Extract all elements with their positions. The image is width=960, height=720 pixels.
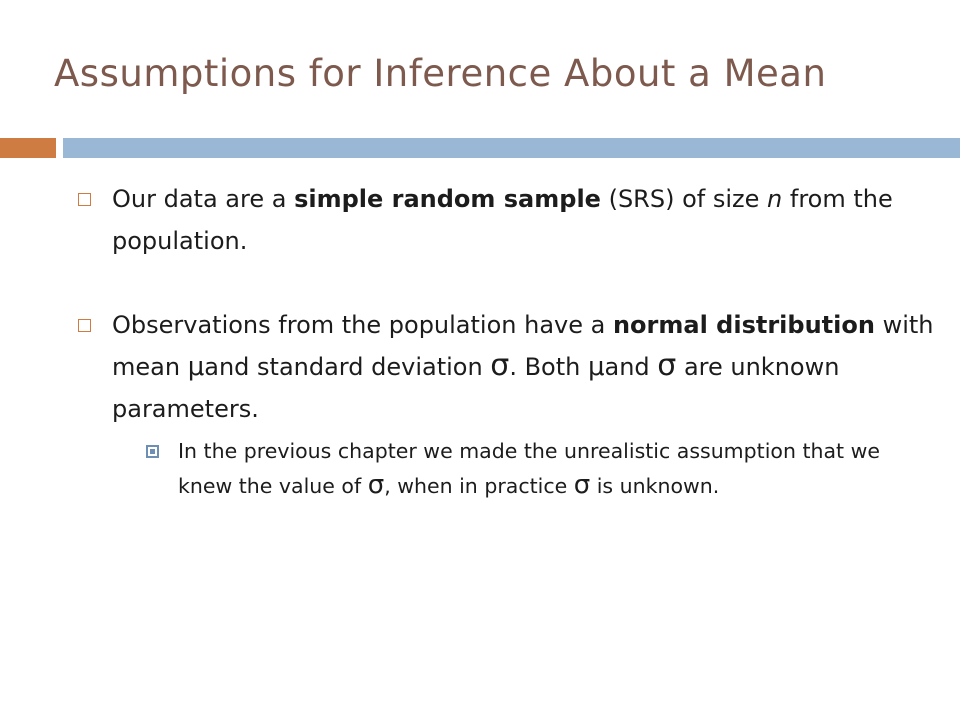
sigma-symbol: σ [573,470,591,500]
sigma-symbol: σ [490,348,510,383]
sub-bullet-text: is unknown. [590,474,720,498]
sigma-symbol: σ [367,470,385,500]
bullet-text: Observations from the population have a [112,311,613,339]
bullet-text: with mean [112,311,934,381]
sub-bullet-text: , when in practice [384,474,574,498]
bullet-srs [78,178,938,262]
italic-variable: n [767,185,783,213]
bullet-text: are unknown parameters. [112,353,840,423]
filled-square-bullet-icon [146,445,159,458]
bullet-text: and standard deviation [204,353,491,381]
sub-bullet-previous-chapter [146,434,938,504]
bullet-normal-distribution [78,304,938,504]
bullet-text: . Both [509,353,588,381]
mu-symbol: μ [187,352,205,382]
sigma-symbol: σ [657,348,677,383]
slide-title: Assumptions for Inference About a Mean [54,52,827,95]
bullet-text: Our data are a [112,185,295,213]
bullet-text: from the population. [112,185,893,255]
bullet-text: and [604,353,658,381]
bold-term: simple random sample [294,185,601,213]
mu-symbol: μ [587,352,605,382]
bold-term: normal distribution [612,311,875,339]
square-bullet-icon [78,193,91,206]
title-rule-accent [0,138,56,158]
square-bullet-icon [78,319,91,332]
sub-bullet-text: In the previous chapter we made the unrealistic assumption that we knew the value of [178,439,880,498]
bullet-list [78,178,938,504]
title-rule-bar [63,138,960,158]
bullet-text: (SRS) of size [600,185,768,213]
